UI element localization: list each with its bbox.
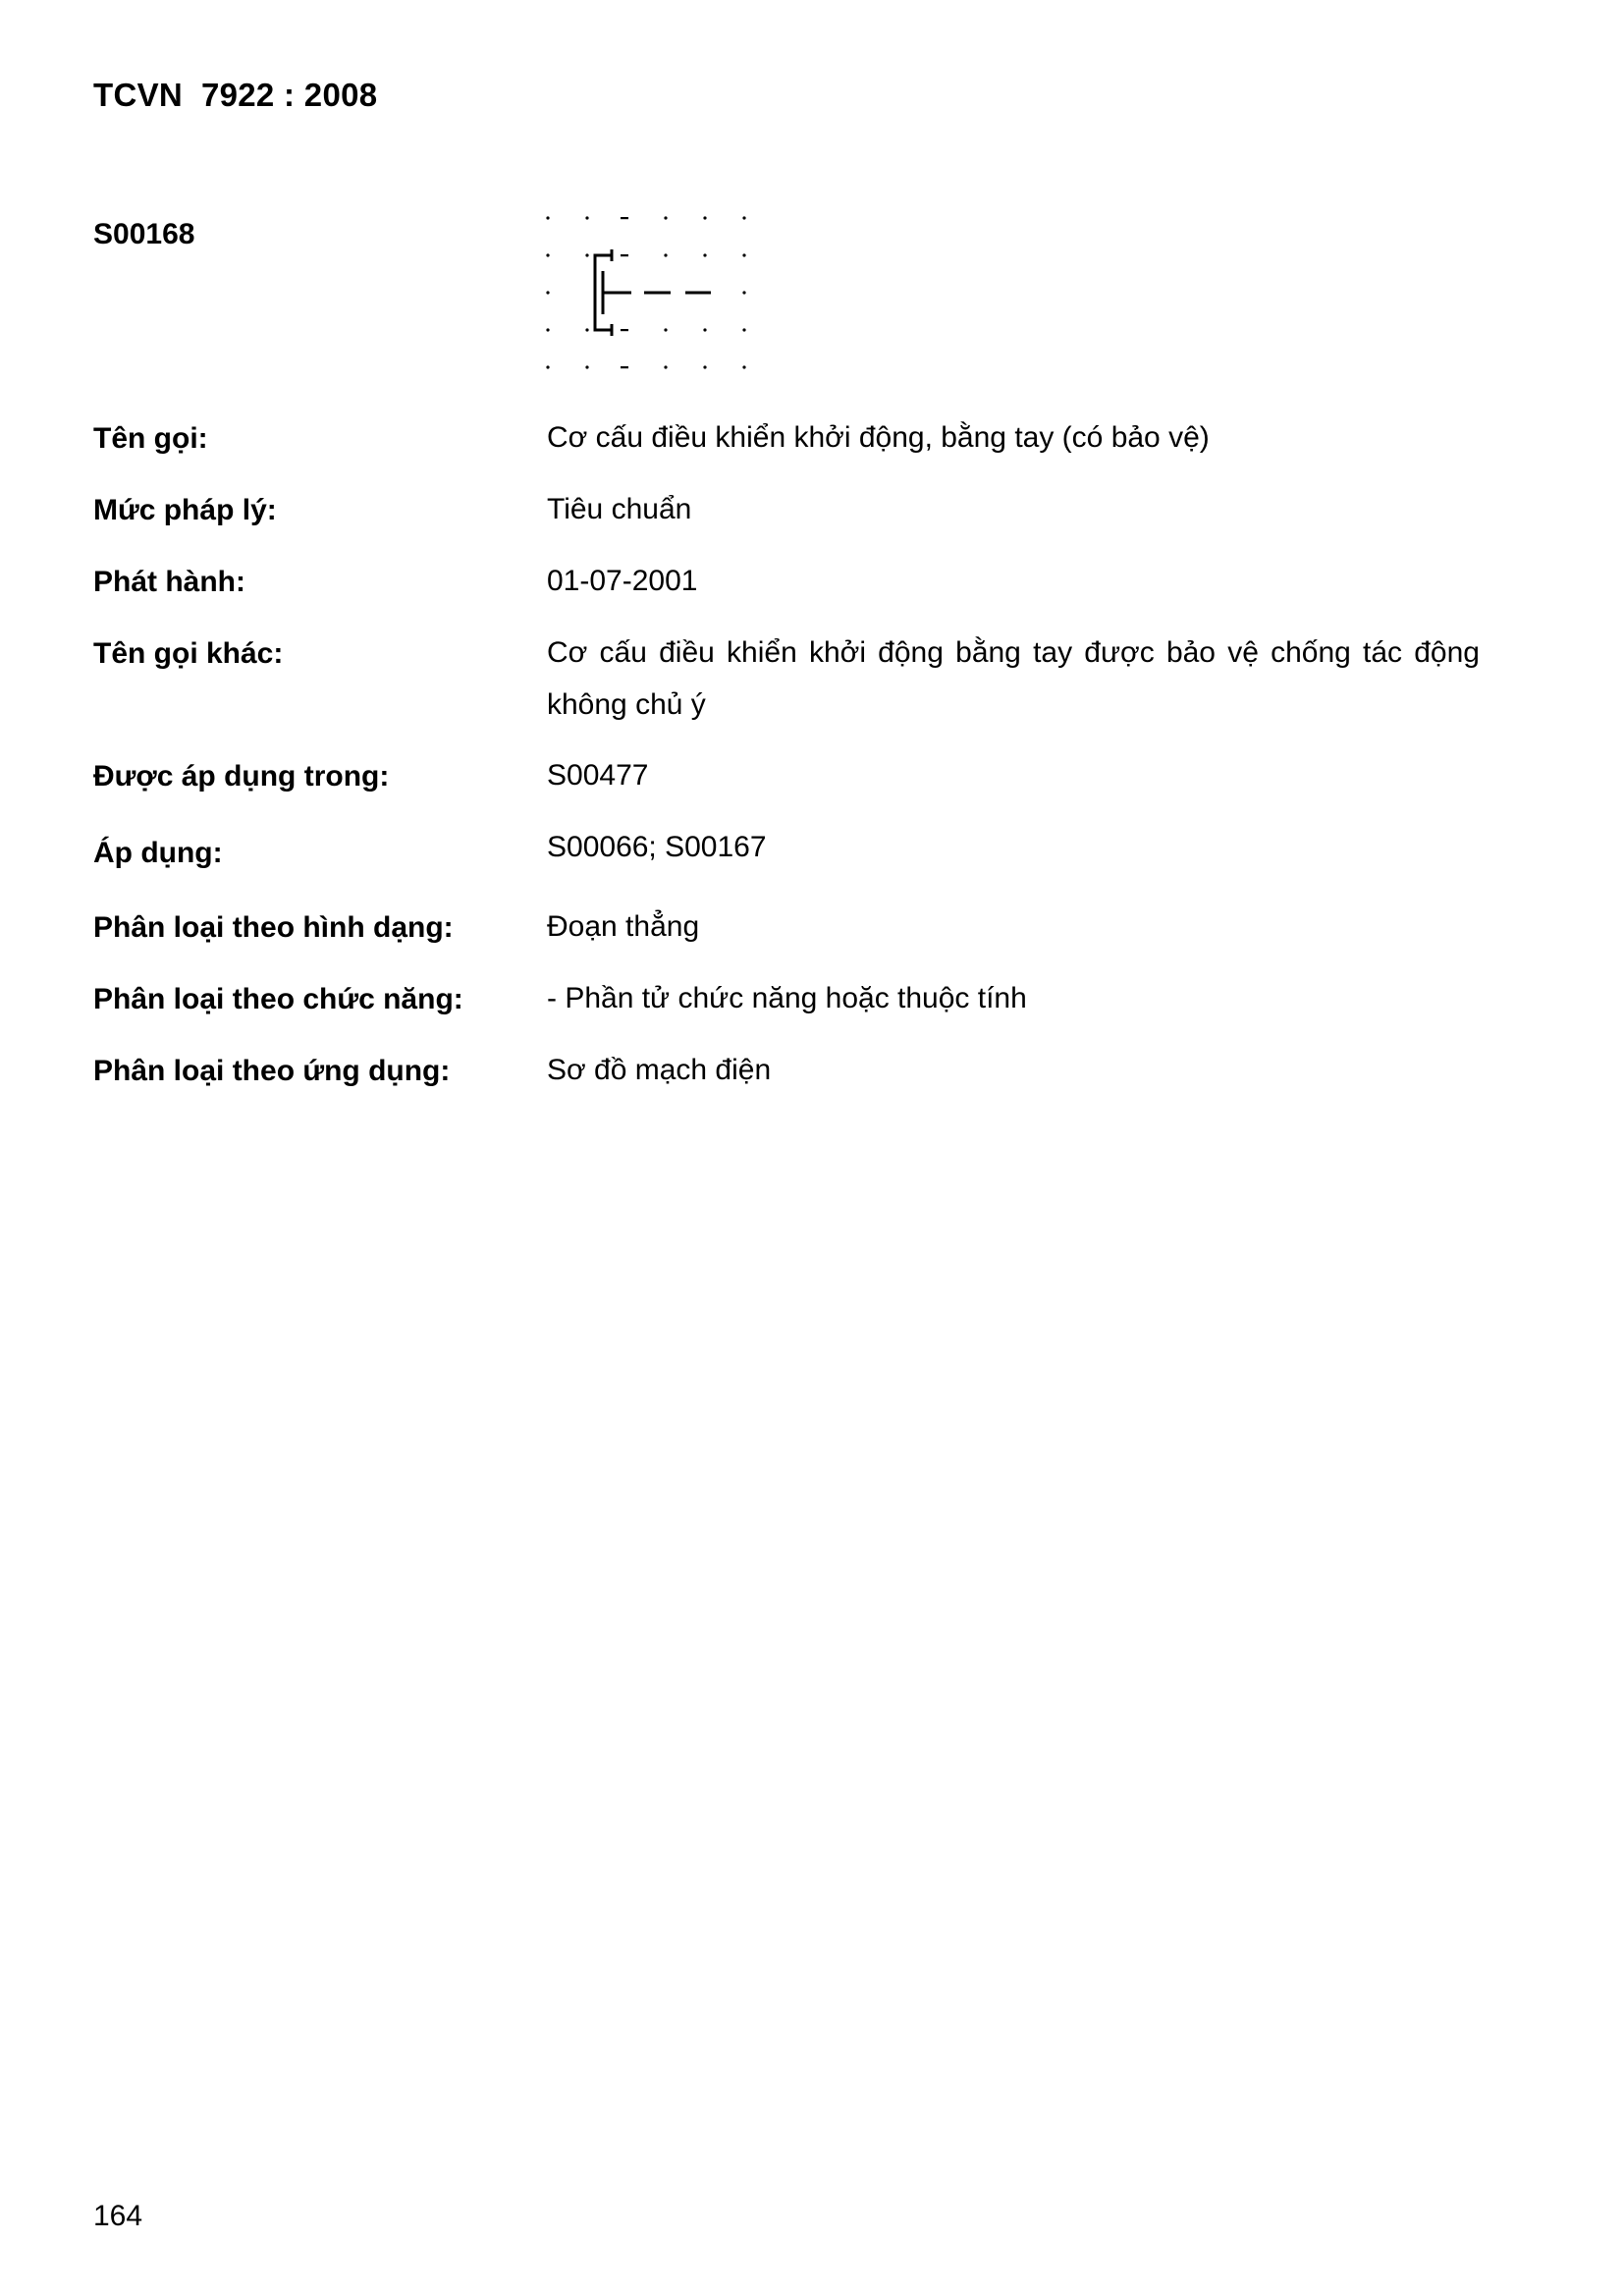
field-value: Cơ cấu điều khiển khởi động bằng tay được bảo vệ chống tác động không chủ ý	[547, 636, 1480, 721]
manual-start-control-protected-symbol	[538, 204, 774, 391]
field-value: Đoạn thẳng	[547, 910, 700, 943]
field-label: Tên gọi:	[93, 422, 208, 455]
field-label: Tên gọi khác:	[93, 637, 284, 670]
field-label: Phân loại theo chức năng:	[93, 983, 463, 1015]
field-label: Phân loại theo ứng dụng:	[93, 1055, 451, 1087]
field-value: 01-07-2001	[547, 565, 698, 597]
field-label: Áp dụng:	[93, 837, 223, 869]
field-label: Phân loại theo hình dạng:	[93, 911, 454, 944]
page-number: 164	[93, 2200, 143, 2232]
field-value: Tiêu chuẩn	[547, 493, 692, 525]
field-value: S00066; S00167	[547, 831, 767, 863]
symbol-strokes	[595, 249, 711, 336]
field-value: Cơ cấu điều khiển khởi động, bằng tay (có bảo vệ)	[547, 421, 1210, 454]
standard-header: TCVN 7922 : 2008	[93, 77, 378, 113]
symbol-id: S00168	[93, 218, 195, 250]
field-value: - Phần tử chức năng hoặc thuộc tính	[547, 982, 1027, 1014]
field-value: Sơ đồ mạch điện	[547, 1054, 772, 1086]
field-label: Được áp dụng trong:	[93, 760, 390, 793]
field-label: Mức pháp lý:	[93, 494, 277, 526]
field-label: Phát hành:	[93, 566, 245, 598]
field-value: S00477	[547, 759, 649, 792]
